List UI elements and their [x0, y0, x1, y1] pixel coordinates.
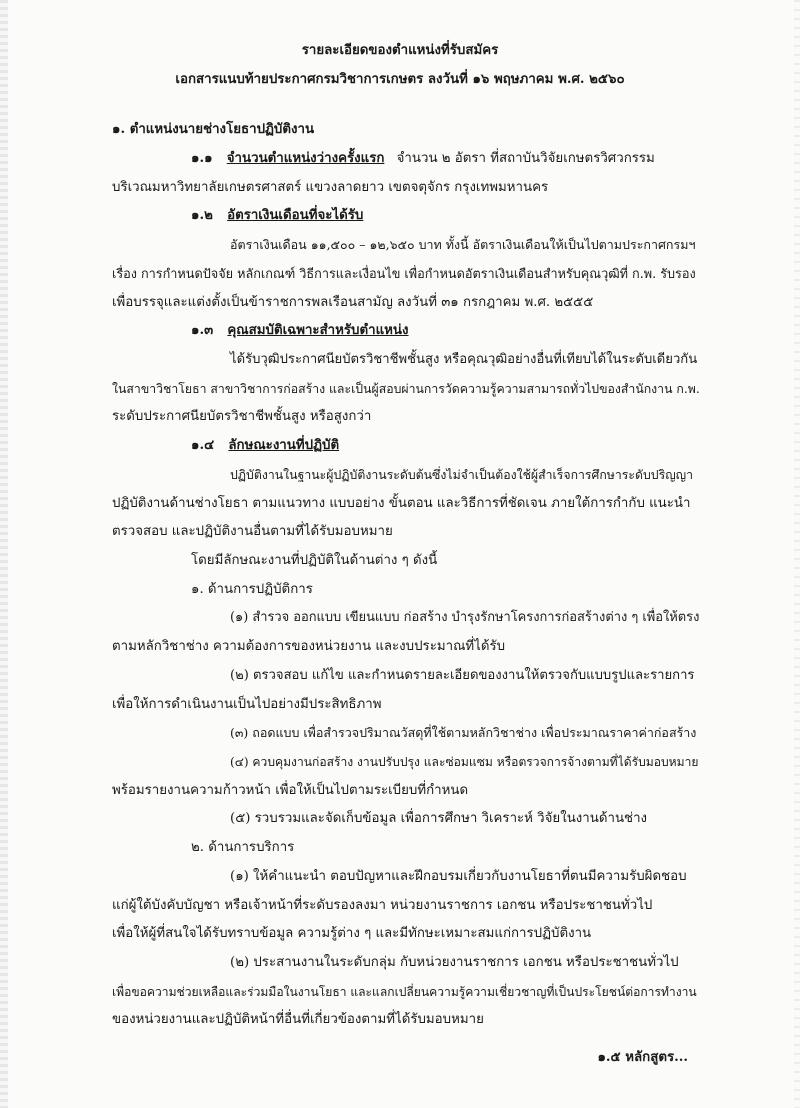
document-subtitle: เอกสารแนบท้ายประกาศกรมวิชาการเกษตร ลงวันที่ ๑๖ พฤษภาคม พ.ศ. ๒๕๖๐: [175, 72, 625, 87]
s11-label: จำนวนตำแหน่งว่างครั้งแรก: [226, 151, 385, 166]
s14-line: ปฏิบัติงานด้านช่างโยธา ตามแนวทาง แบบอย่าง ขั้นตอน และวิธีการที่ชัดเจน ภายใต้การกำกับ แนะนำ: [112, 496, 691, 511]
area2-item: แก่ผู้ใต้บังคับบัญชา หรือเจ้าหน้าที่ระดับรองลงมา หน่วยงานราชการ เอกชน หรือประชาชนทั่วไป: [112, 898, 653, 913]
s12-line: เพื่อบรรจุและแต่งตั้งเป็นข้าราชการพลเรือนสามัญ ลงวันที่ ๓๑ กรกฎาคม พ.ศ. ๒๕๕๕: [112, 295, 594, 310]
s14-number: ๑.๔: [191, 438, 215, 453]
area2-title: ๒. ด้านการบริการ: [191, 840, 295, 855]
s13-number: ๑.๓: [191, 323, 214, 338]
area1-item: พร้อมรายงานความก้าวหน้า เพื่อให้เป็นไปตามระเบียบที่กำหนด: [112, 783, 469, 798]
s14-label: ลักษณะงานที่ปฏิบัติ: [228, 438, 340, 453]
s11-text: จำนวน ๒ อัตรา ที่สถาบันวิจัยเกษตรวิศวกรรม: [396, 151, 655, 166]
s13-line: ได้รับวุฒิประกาศนียบัตรวิชาชีพชั้นสูง หรือคุณวุฒิอย่างอื่นที่เทียบได้ในระดับเดียวกัน: [230, 352, 698, 367]
s12-line: อัตราเงินเดือน ๑๑,๕๐๐ – ๑๒,๖๕๐ บาท ทั้งนี้ อัตราเงินเดือนให้เป็นไปตามประกาศกรมฯ: [230, 237, 696, 252]
s14-intro: โดยมีลักษณะงานที่ปฏิบัติในด้านต่าง ๆ ดังนี้: [191, 553, 438, 568]
continuation-marker: ๑.๕ หลักสูตร...: [597, 1050, 688, 1065]
area1-item: ตามหลักวิชาช่าง ความต้องการของหน่วยงาน และงบประมาณที่ได้รับ: [112, 639, 506, 654]
area1-item: (๒) ตรวจสอบ แก้ไข และกำหนดรายละเอียดของงานให้ตรวจกับแบบรูปและรายการ: [230, 668, 695, 683]
area1-item: (๕) รวบรวมและจัดเก็บข้อมูล เพื่อการศึกษา วิเคราะห์ วิจัยในงานด้านช่าง: [230, 811, 648, 826]
s13-line: ในสาขาวิชาโยธา สาขาวิชาการก่อสร้าง และเป็นผู้สอบผ่านการวัดความรู้ความสามารถทั่วไปของสำนักงาน ก.พ.: [112, 382, 700, 396]
document-title: รายละเอียดของตำแหน่งที่รับสมัคร: [301, 43, 499, 58]
s12-line: เรื่อง การกำหนดปัจจัย หลักเกณฑ์ วิธีการและเงื่อนไข เพื่อกำหนดอัตราเงินเดือนสำหรับคุณวุฒิที่ ก.พ. รับรอง: [112, 266, 696, 281]
s12-number: ๑.๒: [191, 208, 213, 223]
section-heading: ๑. ตำแหน่งนายช่างโยธาปฏิบัติงาน: [112, 122, 315, 137]
area2-item: (๒) ประสานงานในระดับกลุ่ม กับหน่วยงานราชการ เอกชน หรือประชาชนทั่วไป: [230, 955, 679, 970]
area1-item: (๓) ถอดแบบ เพื่อสำรวจปริมาณวัสดุที่ใช้ตามหลักวิชาช่าง เพื่อประมาณราคาค่าก่อสร้าง: [230, 725, 697, 740]
area1-item: เพื่อให้การดำเนินงานเป็นไปอย่างมีประสิทธิภาพ: [112, 697, 382, 712]
s13-row: [191, 321, 409, 341]
area2-item: ของหน่วยงานและปฏิบัติหน้าที่อื่นที่เกี่ยวข้องตามที่ได้รับมอบหมาย: [112, 1012, 484, 1027]
s11-number: ๑.๑: [191, 151, 213, 166]
area2-item: (๑) ให้คำแนะนำ ตอบปัญหาและฝึกอบรมเกี่ยวกับงานโยธาที่ตนมีความรับผิดชอบ: [230, 869, 687, 884]
scan-edge-right: [794, 0, 800, 1108]
area2-item: เพื่อขอความช่วยเหลือและร่วมมือในงานโยธา และแลกเปลี่ยนความรู้ความเชี่ยวชาญที่เป็นประโยชน์ต่อการทำงาน: [112, 985, 697, 999]
scan-edge-left: [0, 0, 8, 1108]
area1-item: (๑) สำรวจ ออกแบบ เขียนแบบ ก่อสร้าง บำรุงรักษาโครงการก่อสร้างต่าง ๆ เพื่อให้ตรง: [230, 610, 700, 625]
s14-line: ปฏิบัติงานในฐานะผู้ปฏิบัติงานระดับต้นซึ่งไม่จำเป็นต้องใช้ผู้สำเร็จการศึกษาระดับปริญญา: [230, 468, 694, 482]
s11-row: [191, 149, 655, 169]
s14-line: ตรวจสอบ และปฏิบัติงานอื่นตามที่ได้รับมอบหมาย: [112, 524, 393, 539]
area1-title: ๑. ด้านการปฏิบัติการ: [191, 582, 313, 597]
s13-label: คุณสมบัติเฉพาะสำหรับตำแหน่ง: [227, 323, 409, 338]
s12-label: อัตราเงินเดือนที่จะได้รับ: [227, 208, 364, 223]
s11-cont: บริเวณมหาวิทยาลัยเกษตรศาสตร์ แขวงลาดยาว เขตจตุจักร กรุงเทพมหานคร: [112, 180, 549, 195]
s14-row: [191, 436, 339, 456]
s13-line: ระดับประกาศนียบัตรวิชาชีพชั้นสูง หรือสูงกว่า: [112, 409, 372, 424]
s12-row: [191, 206, 363, 226]
area1-item: (๔) ควบคุมงานก่อสร้าง งานปรับปรุง และซ่อมแซม หรือตรวจการจ้างตามที่ได้รับมอบหมาย: [230, 755, 699, 769]
area2-item: เพื่อให้ผู้ที่สนใจได้รับทราบข้อมูล ความรู้ต่าง ๆ และมีทักษะเหมาะสมแก่การปฏิบัติงาน: [112, 926, 592, 941]
